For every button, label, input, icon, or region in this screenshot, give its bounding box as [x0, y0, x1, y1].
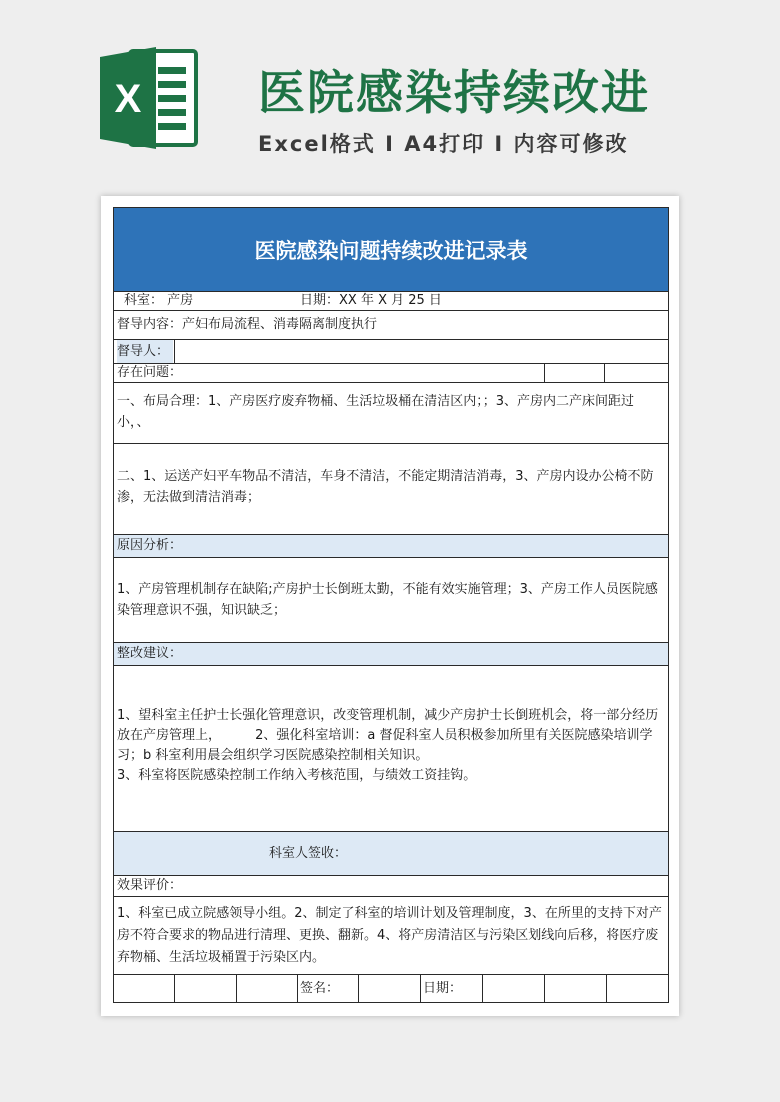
signature-row	[114, 975, 668, 1003]
sign-receipt-label: 科室人签收：	[269, 846, 348, 861]
cell-divider	[482, 975, 483, 1002]
evaluation-label: 效果评价：	[117, 878, 183, 893]
header-banner	[0, 0, 780, 185]
supervision-content-text: 督导内容：产妇布局流程、消毒隔离制度执行	[117, 317, 378, 332]
department-date-row	[114, 292, 668, 311]
cell-divider	[604, 364, 605, 382]
cell-divider	[606, 975, 607, 1002]
department-cell[interactable]: 科室： 产房	[124, 293, 194, 308]
problem-2-cell[interactable]: 二、1、运送产妇平车物品不清洁，车身不清洁，不能定期清洁消毒，3、产房内设办公椅不防渗，无法做到清洁消毒；	[114, 444, 668, 535]
cell-divider	[174, 975, 175, 1002]
suggestion-1: 1、望科室主任护士长强化管理意识，改变管理机制，减少产房护士长倒班机会，将一部分经历放在产房管理上，	[117, 708, 659, 743]
cell-divider	[174, 340, 175, 363]
suggestion-label: 整改建议：	[117, 646, 183, 661]
form-title: 医院感染问题持续改进记录表	[114, 208, 668, 292]
svg-text:X: X	[114, 77, 142, 121]
date-cell[interactable]: 日期：XX 年 X 月 25 日	[300, 293, 442, 308]
suggestion-cell[interactable]	[114, 666, 668, 832]
cause-label-row	[114, 535, 668, 558]
problem-1-cell[interactable]: 一、布局合理：1、产房医疗废弃物桶、生活垃圾桶在清洁区内；；3、产房内二产床间距过小，、	[114, 383, 668, 444]
suggestion-3: 3、科室将医院感染控制工作纳入考核范围，与绩效工资挂钩。	[117, 768, 477, 783]
cell-divider	[236, 975, 237, 1002]
evaluation-label-row	[114, 876, 668, 897]
banner-subtitle: Excel格式 I A4打印 I 内容可修改	[258, 132, 629, 156]
record-form	[113, 207, 669, 1003]
sign-receipt-row	[114, 832, 668, 876]
cell-divider	[297, 975, 298, 1002]
cell-divider	[544, 975, 545, 1002]
date-label: 日期：	[423, 981, 463, 996]
suggestion-label-row	[114, 643, 668, 666]
evaluation-text-cell[interactable]: 1、科室已成立院感领导小组。2、制定了科室的培训计划及管理制度，3、在所里的支持下对产房不符合要求的物品进行清理、更换、翻新。4、将产房清洁区与污染区划线向后移，将医疗废弃物桶、生活垃圾桶置于污染区内。	[114, 897, 668, 975]
cell-divider	[544, 364, 545, 382]
problems-label-row	[114, 364, 668, 383]
suggestion-2: 2、强化科室培训：a 督促科室人员积极参加所里有关医院感染培训学习；b 科室利用晨会组织学习医院感染控制相关知识。	[117, 728, 653, 763]
cause-text-cell[interactable]: 1、产房管理机制存在缺陷;产房护士长倒班太勤，不能有效实施管理；3、产房工作人员医院感染管理意识不强，知识缺乏；	[114, 558, 668, 643]
supervision-content-row[interactable]	[114, 311, 668, 340]
sign-label: 签名：	[300, 981, 340, 996]
problems-label: 存在问题：	[117, 365, 183, 380]
excel-logo-icon	[100, 45, 200, 151]
cell-divider	[358, 975, 359, 1002]
supervisor-label: 督导人：	[117, 340, 173, 363]
cause-label: 原因分析：	[117, 538, 183, 553]
banner-title: 医院感染持续改进	[258, 66, 650, 121]
supervisor-row	[114, 340, 668, 364]
cell-divider	[420, 975, 421, 1002]
